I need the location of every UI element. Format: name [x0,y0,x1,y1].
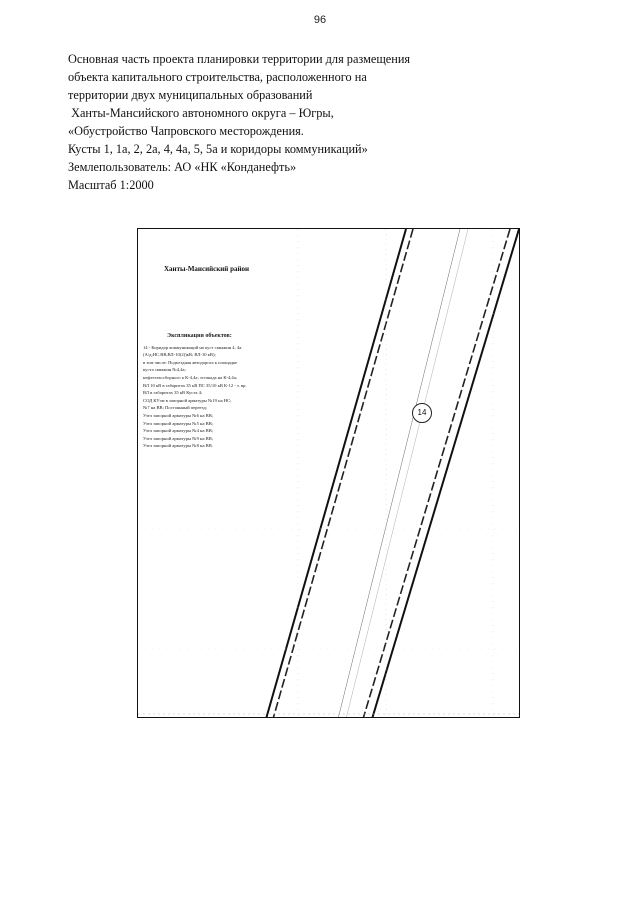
legend-item: Узел запорной арматуры №9 на ВВ; [143,435,214,441]
legend-item: 14 - Коридор коммуникаций на куст скважин 4, 4а. [143,344,243,350]
legend-title: Экспликация объектов: [167,333,232,339]
legend-item: ВЛ 10 кВ в габаритах 35 кВ ПС 35/10 кВ К-12 - т. вр. [143,382,247,388]
corridor-boundary-right [372,229,519,718]
legend-item: СОД КУэм в запорной арматуры №19 на НС; [143,397,232,403]
header-line: Землепользователь: АО «НК «Конданефть» [68,160,297,174]
legend-item: Узел запорной арматуры №5 на ВВ; [143,420,214,426]
header-line: Ханты-Мансийского автономного округа – Югры, [68,106,334,120]
corridor-number-badge: 14 [412,403,432,423]
legend-item: ВЛ в габаритах 35 кВ Куста 4; [143,390,203,396]
header-line: Масштаб 1:2000 [68,178,154,192]
header-line: Основная часть проекта планировки территории для размещения [68,52,411,66]
road-edge-left [273,229,413,718]
objects-legend [143,333,303,450]
legend-item: №7 на ВВ; Постоянный переезд; [143,405,207,411]
document-header [68,50,488,194]
legend-item: Узел запорной арматуры №4 на ВВ; [143,428,214,434]
header-line: объекта капитального строительства, расположенного на [68,70,367,84]
page-number: 96 [313,14,327,26]
header-line: «Обустройство Чапровского месторождения. [68,124,304,138]
header-line: Кусты 1, 1а, 2, 2а, 4, 4а, 5, 5а и коридоры коммуникаций» [68,142,368,156]
map-drawing [138,229,520,718]
planning-map [137,228,520,718]
district-label: Ханты-Мансийский район [164,265,250,273]
legend-item: в том числе: Подъездная автодорога к площадке [143,359,238,365]
header-line: территории двух муниципальных образований [68,88,313,102]
legend-item: куста скважин №4,4а; [143,367,186,373]
utility-line [346,229,468,718]
legend-item: Узел запорной арматуры №8 на ВВ. [143,443,213,449]
utility-line [338,229,460,718]
legend-item: (А/д;НС.ВВ;ВЛ-10(2))кВ; ВЛ-10 кВ); [143,352,216,358]
legend-item: нефтегазосборного к К-4,4а; эстакада на К-4,4а; [143,374,238,380]
legend-item: Узел запорной арматуры №6 на ВВ; [143,412,214,418]
